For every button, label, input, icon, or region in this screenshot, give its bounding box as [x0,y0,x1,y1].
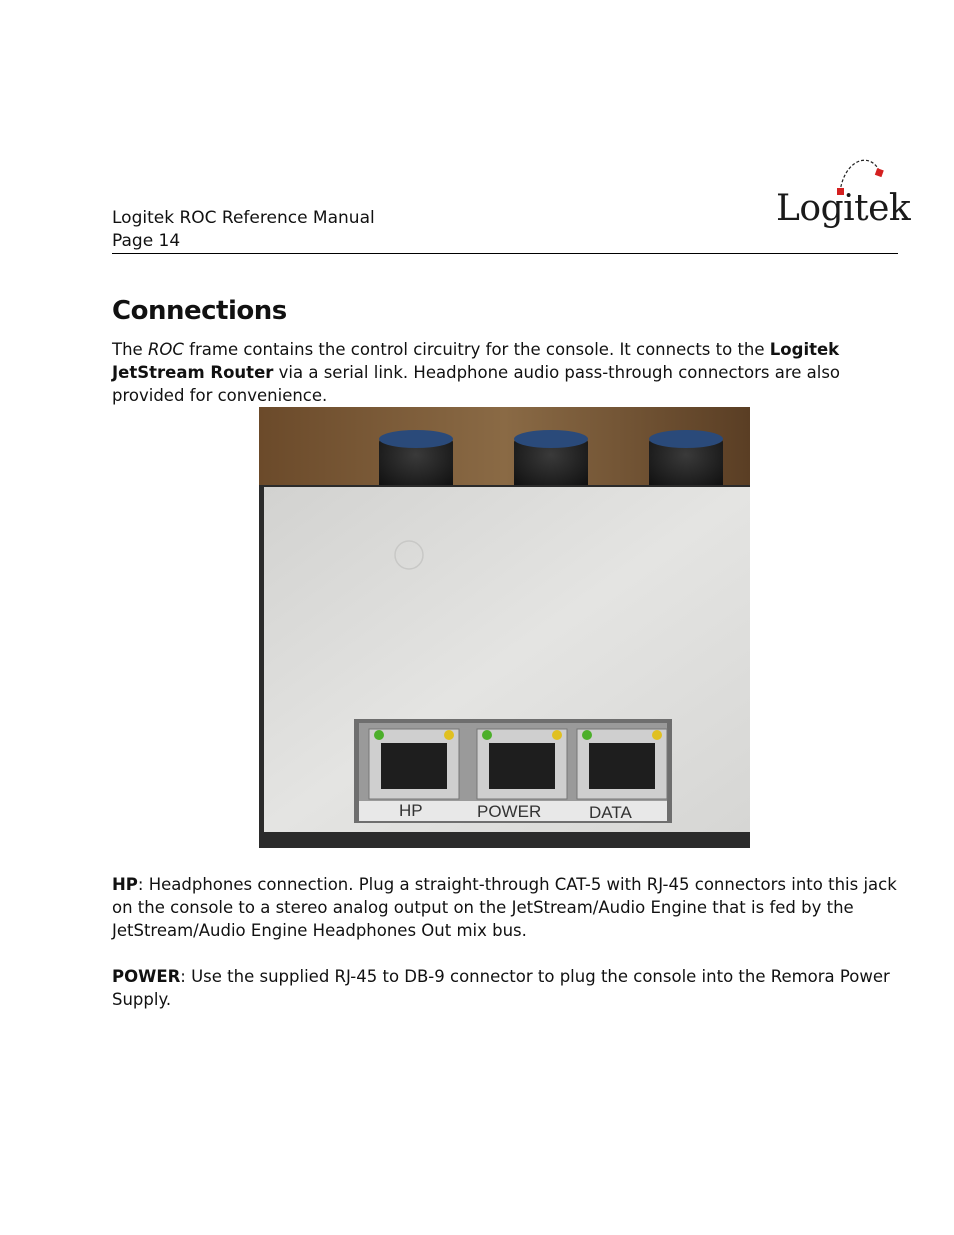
port-label-hp: HP [399,801,423,820]
logitek-logo [770,150,911,235]
header-divider [112,253,898,254]
port-label-data: DATA [589,803,632,822]
page-number: Page 14 [112,231,181,251]
roc-term: ROC [147,340,184,359]
hp-paragraph: HP: Headphones connection. Plug a straight-through CAT-5 with RJ-45 connectors into this jack on the console to a stereo analog output on the JetStream/Audio Engine that is fed by the JetStream/Audio Engine Headphones Out mix bus. [112,875,897,940]
page-header [112,207,375,253]
document-title: Logitek ROC Reference Manual [112,208,375,228]
router-term: Logitek JetStream Router [112,340,840,382]
power-paragraph: POWER: Use the supplied RJ-45 to DB-9 connector to plug the console into the Remora Power Supply. [112,967,890,1009]
connector-photo [259,407,750,848]
logo-wordmark: Logitek [776,188,911,229]
port-label-power: POWER [477,802,542,821]
power-label: POWER [112,967,181,986]
section-title: Connections [112,296,287,326]
intro-paragraph: The ROC frame contains the control circuitry for the console. It connects to the Logitek JetStream Router via a serial link. Headphone audio pass-through connectors are also provided for convenience. [112,340,841,405]
hp-label: HP [112,875,138,894]
rj45-ports [369,729,667,799]
